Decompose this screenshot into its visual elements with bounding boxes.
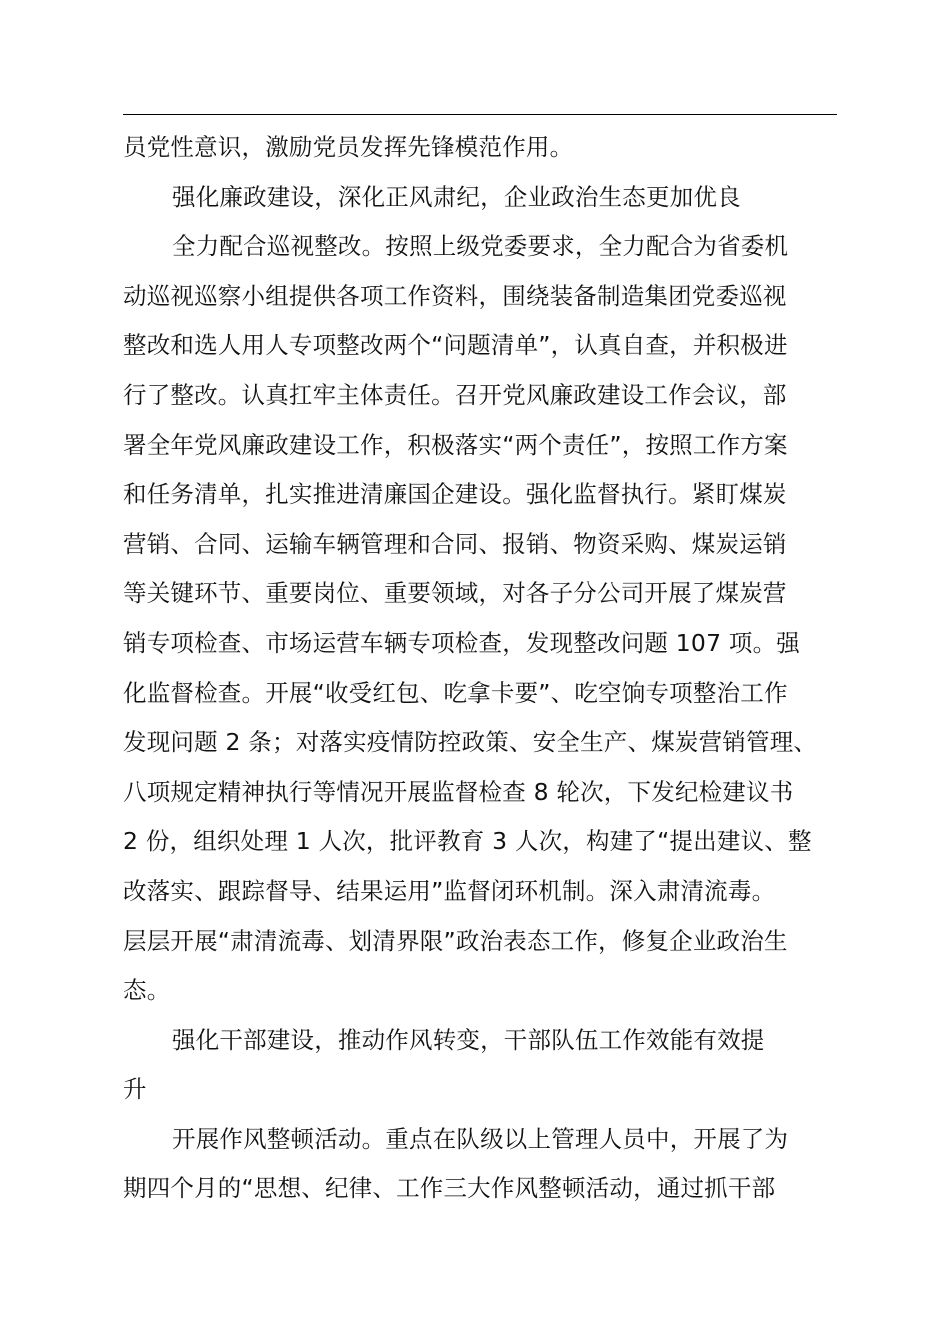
text-line: 期四个月的“思想、纪律、工作三大作风整顿活动，通过抓干部 xyxy=(123,1174,776,1203)
text-line: 署全年党风廉政建设工作，积极落实“两个责任”，按照工作方案 xyxy=(123,430,788,459)
text-line: 升 xyxy=(123,1075,147,1104)
text-line: 和任务清单，扎实推进清廉国企建设。强化监督执行。紧盯煤炭 xyxy=(123,480,787,509)
text-line: 态。 xyxy=(123,976,171,1005)
text-line: 行了整改。认真扛牢主体责任。召开党风廉政建设工作会议，部 xyxy=(123,380,787,409)
document-body xyxy=(123,123,843,1214)
paragraph-first-line: 强化干部建设，推动作风转变，干部队伍工作效能有效提 xyxy=(172,1025,765,1054)
text-line: 发现问题 2 条；对落实疫情防控政策、安全生产、煤炭营销管理、 xyxy=(123,728,818,757)
text-line: 动巡视巡察小组提供各项工作资料，围绕装备制造集团党委巡视 xyxy=(123,281,787,310)
text-line: 员党性意识，激励党员发挥先锋模范作用。 xyxy=(123,133,574,161)
text-line: 营销、合同、运输车辆管理和合同、报销、物资采购、煤炭运销 xyxy=(123,529,787,558)
paragraph-first-line: 强化廉政建设，深化正风肃纪，企业政治生态更加优良 xyxy=(172,182,741,211)
text-line: 等关键环节、重要岗位、重要领域，对各子分公司开展了煤炭营 xyxy=(123,579,787,608)
paragraph-first-line: 开展作风整顿活动。重点在队级以上管理人员中，开展了为 xyxy=(172,1124,789,1153)
header-rule xyxy=(123,114,837,115)
text-line: 整改和选人用人专项整改两个“问题清单”，认真自查，并积极进 xyxy=(123,331,788,360)
text-line: 化监督检查。开展“收受红包、吃拿卡要”、吃空饷专项整治工作 xyxy=(123,678,788,707)
paragraph-first-line: 全力配合巡视整改。按照上级党委要求，全力配合为省委机 xyxy=(172,232,789,261)
text-line: 2 份，组织处理 1 人次，批评教育 3 人次，构建了“提出建议、整 xyxy=(123,827,812,856)
text-line: 八项规定精神执行等情况开展监督检查 8 轮次，下发纪检建议书 xyxy=(123,777,794,806)
text-line: 销专项检查、市场运营车辆专项检查，发现整改问题 107 项。强 xyxy=(123,628,800,657)
text-line: 改落实、跟踪督导、结果运用”监督闭环机制。深入肃清流毒。 xyxy=(123,876,776,905)
text-line: 层层开展“肃清流毒、划清界限”政治表态工作，修复企业政治生 xyxy=(123,926,788,955)
